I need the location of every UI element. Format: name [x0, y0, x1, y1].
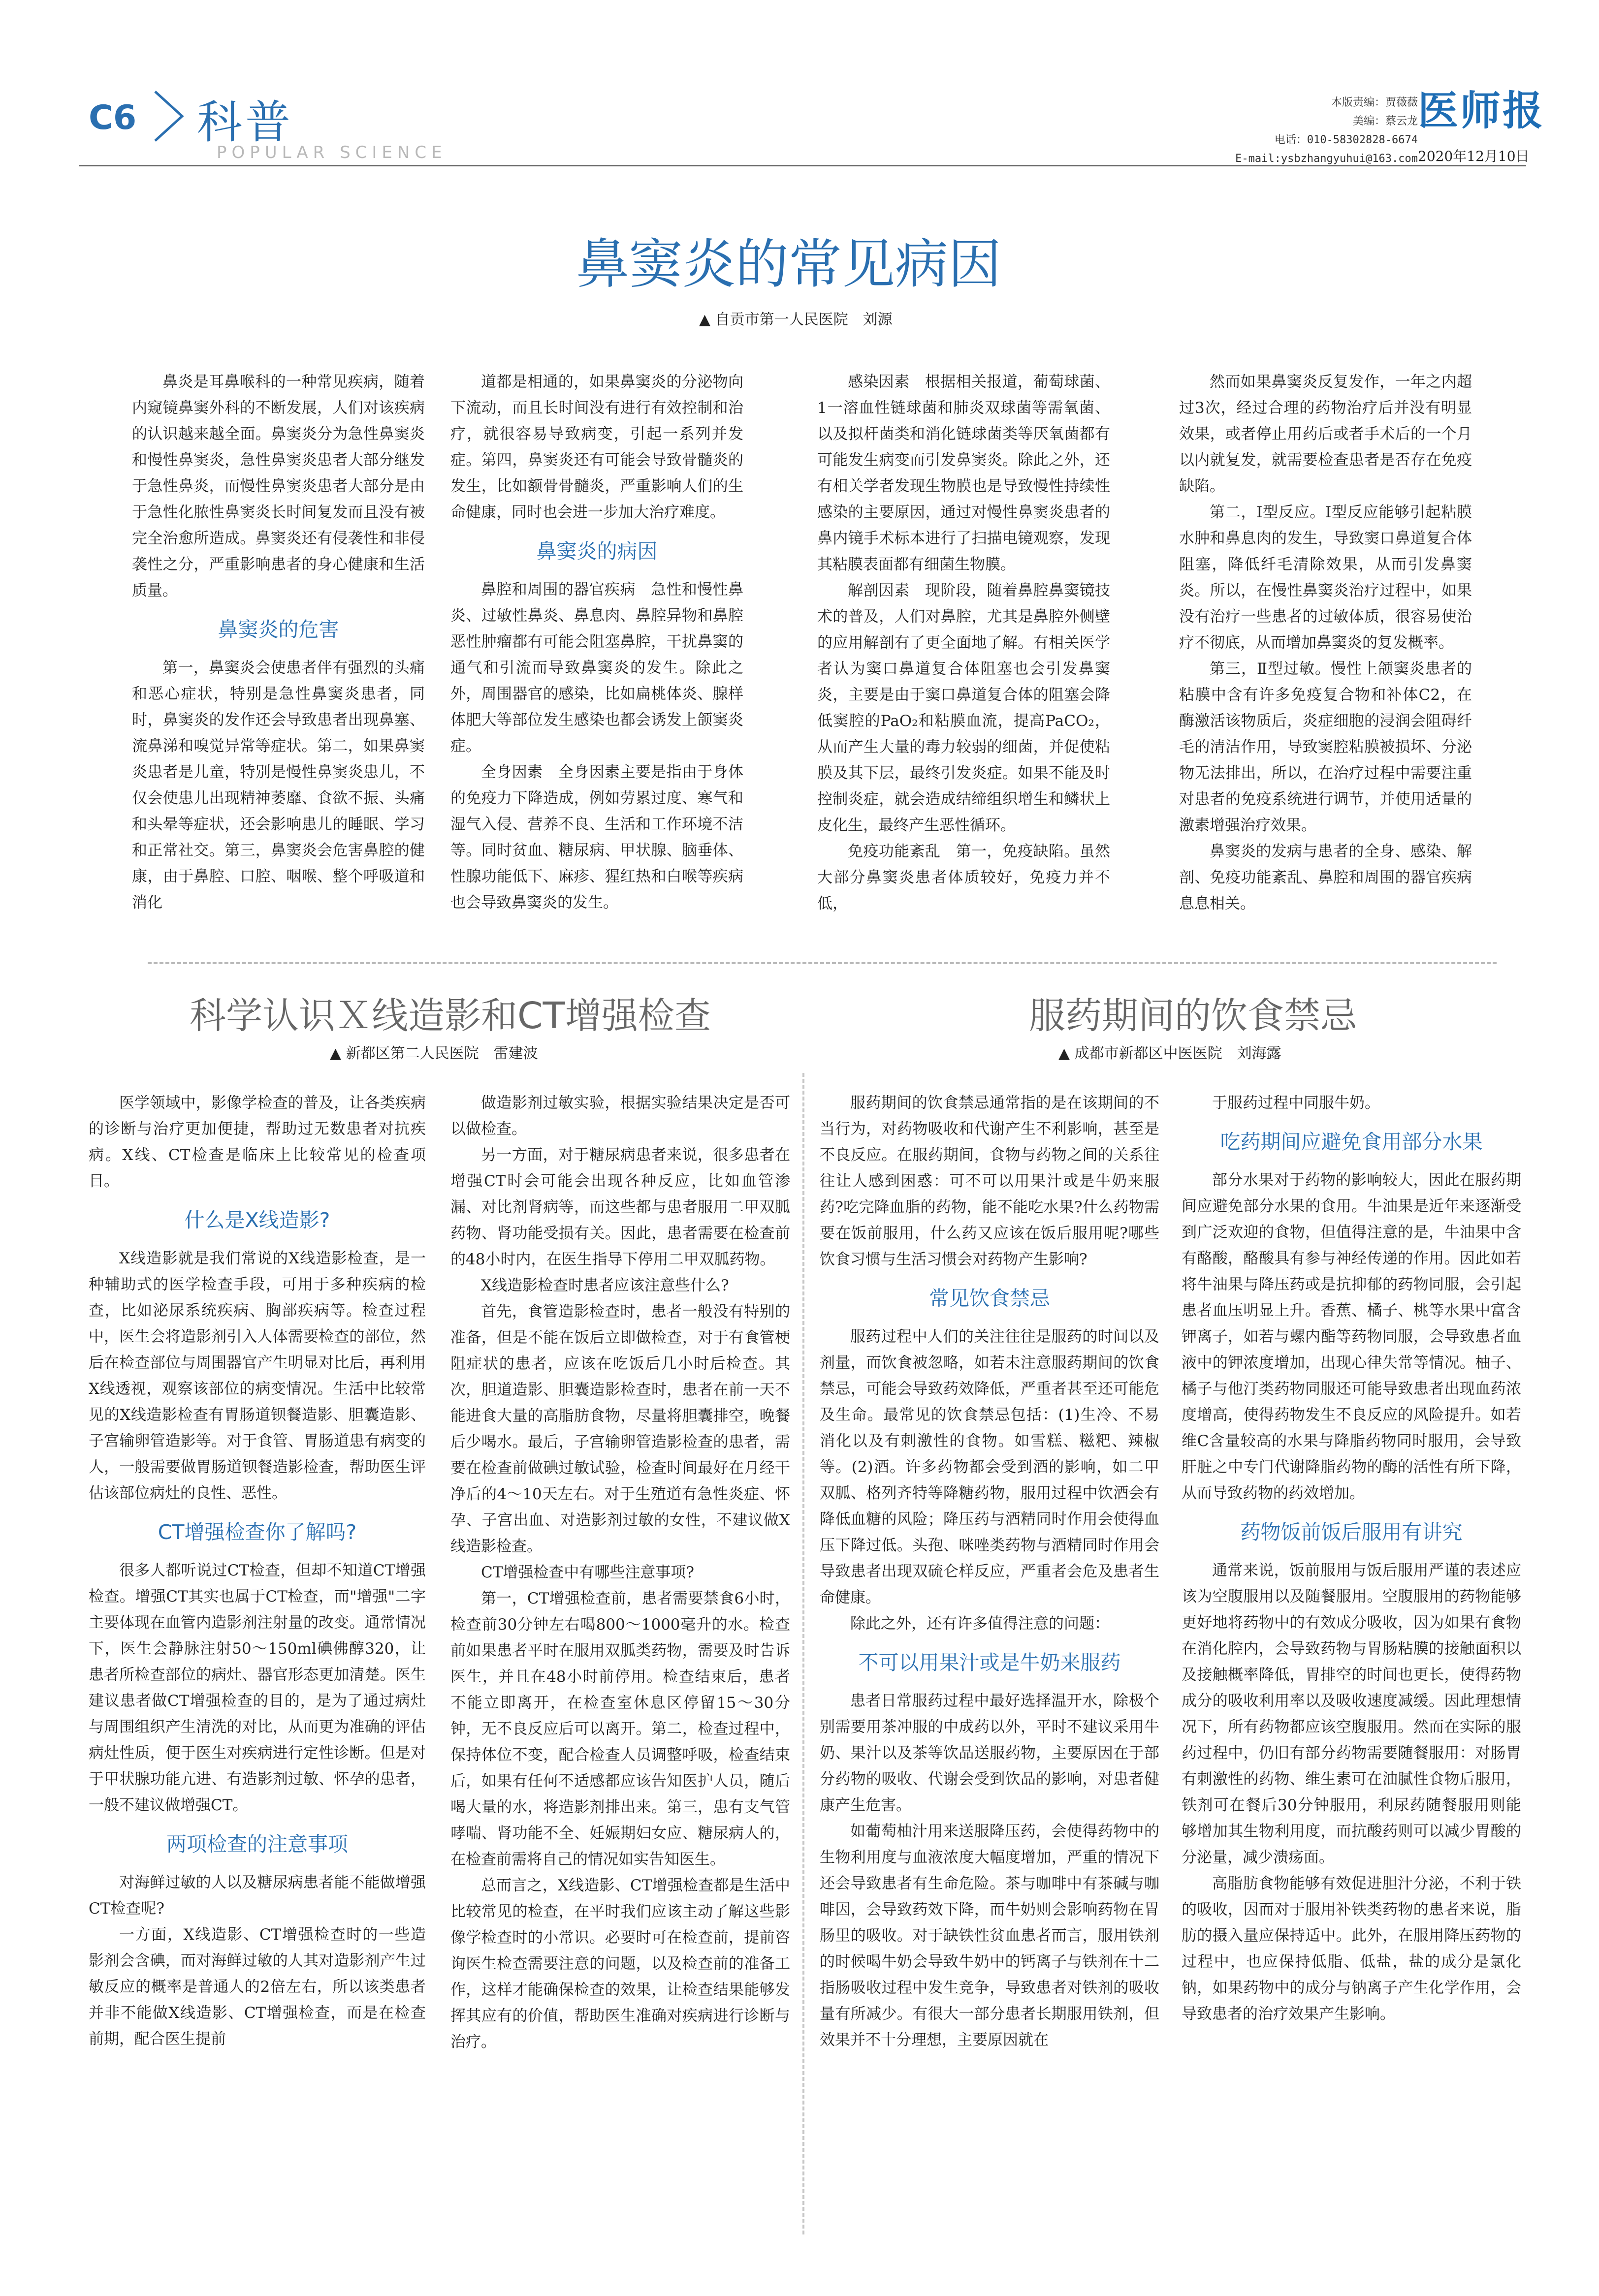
- newspaper-logo: 医师报: [1418, 88, 1545, 134]
- paragraph: 鼻窦炎的发病与患者的全身、感染、解剖、免疫功能紊乱、鼻腔和周围的器官疾病息息相关。: [1179, 843, 1472, 912]
- header-rule: [79, 165, 1526, 166]
- page-number: C6: [89, 98, 137, 137]
- paragraph: 另一方面，对于糖尿病患者来说，很多患者在增强CT时会可能会出现各种反应，比如血管渗漏、对比剂肾病等，而这些都与患者服用二甲双胍药物、肾功能受损有关。因此，患者需要在检查前的48小时内，在医生指导下停用二甲双胍药物。: [450, 1146, 790, 1268]
- paragraph: 做造影剂过敏实验，根据实验结果决定是否可以做检查。: [450, 1094, 790, 1138]
- paragraph: 部分水果对于药物的影响较大，因此在服药期间应避免部分水果的食用。牛油果是近年来逐渐受到广泛欢迎的食物，但值得注意的是，牛油果中含有酪酸，酪酸具有参与神经传递的作用。因此如若将牛油果与降压药或是抗抑郁的药物同服，会引起患者血压明显上升。香蕉、橘子、桃等水果中富含钾离子，如若与螺内酯等药物同服，会导致患者血液中的钾浓度增加，出现心律失常等情况。柚子、橘子与他汀类药物同服还可能导致患者出现血药浓度增高，使得药物发生不良反应的风险提升。如若维C含量较高的水果与降脂药物同时服用，会导致肝脏之中专门代谢降脂药物的酶的活性有所下降，从而导致药物的药效增加。: [1182, 1171, 1521, 1502]
- paragraph: 然而如果鼻窦炎反复发作，一年之内超过3次，经过合理的药物治疗后并没有明显效果，或者停止用药后或者手术后的一个月以内就复发，就需要检查患者是否存在免疫缺陷。: [1179, 373, 1472, 495]
- paragraph: 服药期间的饮食禁忌通常指的是在该期间的不当行为，对药物吸收和代谢产生不利影响，甚至是不良反应。在服药期间，食物与药物之间的关系往往让人感到困惑：可不可以用果汁或是牛奶来服药?吃完降血脂的药物，能不能吃水果?什么药物需要在饭前服用，什么药又应该在饭后服用呢?哪些饮食习惯与生活习惯会对药物产生影响?: [820, 1094, 1159, 1268]
- paragraph: 通常来说，饭前服用与饭后服用严谨的表述应该为空腹服用以及随餐服用。空腹服用的药物能够更好地将药物中的有效成分吸收，因为如果有食物在消化腔内，会导致药物与胃肠粘膜的接触面积以及接触概率降低，胃排空的时间也更长，使得药物成分的吸收利用率以及吸收速度减缓。因此理想情况下，所有药物都应该空腹服用。然而在实际的服药过程中，仍旧有部分药物需要随餐服用：对肠胃有刺激性的药物、维生素可在油腻性食物后服用，铁剂可在餐后30分钟服用，利尿药随餐服用则能够增加其生物利用度，而抗酸药则可以减少胃酸的分泌量，减少溃疡面。: [1182, 1562, 1521, 1866]
- section-heading: 什么是X线造影?: [184, 1208, 330, 1232]
- paragraph: 鼻炎是耳鼻喉科的一种常见疾病，随着内窥镜鼻窦外科的不断发展，人们对该疾病的认识越来越全面。鼻窦炎分为急性鼻窦炎和慢性鼻窦炎，急性鼻窦炎患者大部分继发于急性鼻炎，而慢性鼻窦炎患者大部分是由于急性化脓性鼻窦炎长时间复发而且没有被完全治愈所造成。鼻窦炎还有侵袭性和非侵袭性之分，严重影响患者的身心健康和生活质量。: [132, 373, 425, 599]
- section-heading: 常见饮食禁忌: [929, 1287, 1050, 1310]
- paragraph: 第三，Ⅱ型过敏。慢性上颌窦炎患者的粘膜中含有许多免疫复合物和补体C2，在酶激活该物质后，炎症细胞的浸润会阻碍纤毛的清洁作用，导致窦腔粘膜被损坏、分泌物无法排出，所以，在治疗过程中需要注重对患者的免疫系统进行调节，并使用适量的激素增强治疗效果。: [1179, 660, 1472, 834]
- section-divider: [148, 962, 1497, 964]
- paragraph: CT增强检查中有哪些注意事项?: [481, 1564, 695, 1581]
- article3-column-2: [1182, 1090, 1521, 2027]
- article1-column-2: [450, 369, 743, 916]
- paragraph: 道都是相通的，如果鼻窦炎的分泌物向下流动，而且长时间没有进行有效控制和治疗，就很容易导致病变，引起一系列并发症。第四，鼻窦炎还有可能会导致骨髓炎的发生，比如额骨骨髓炎，严重影响人们的生命健康，同时也会进一步加大治疗难度。: [450, 373, 743, 521]
- article1-column-4: [1179, 369, 1472, 917]
- article3-title: 服药期间的饮食禁忌: [1029, 995, 1357, 1037]
- paragraph: 对海鲜过敏的人以及糖尿病患者能不能做增强CT检查呢?: [89, 1874, 426, 1918]
- section-heading: 药物饭前饭后服用有讲究: [1240, 1520, 1463, 1544]
- section-subtitle: POPULAR SCIENCE: [217, 143, 447, 162]
- article1-title: 鼻窦炎的常见病因: [576, 234, 1002, 295]
- chevron-right-icon: [150, 87, 190, 146]
- credit-phone: 电话：010-58302828-6674: [1274, 134, 1418, 146]
- paragraph: 于服药过程中同服牛奶。: [1212, 1094, 1380, 1112]
- article3-byline: ▲ 成都市新都区中医医院 刘海露: [1058, 1045, 1281, 1062]
- section-heading: 吃药期间应避免食用部分水果: [1220, 1130, 1483, 1154]
- paragraph: 首先，食管造影检查时，患者一般没有特别的准备，但是不能在饭后立即做检查，对于有食管梗阻症状的患者，应该在吃饭后几小时后检查。其次，胆道造影、胆囊造影检查时，患者在前一天不能进食大量的高脂肪食物，尽量将胆囊排空，晚餐后少喝水。最后，子宫输卵管造影检查的患者，需要在检查前做碘过敏试验，检查时间最好在月经干净后的4～10天左右。对于生殖道有急性炎症、怀孕、子宫出血、对造影剂过敏的女性，不建议做X线造影检查。: [450, 1303, 790, 1555]
- issue-date: 2020年12月10日: [1418, 148, 1530, 164]
- section-title: 科普: [197, 96, 294, 149]
- article1-column-1: [132, 369, 425, 916]
- column-divider: [802, 1073, 804, 2234]
- section-heading: CT增强检查你了解吗?: [158, 1520, 357, 1544]
- editor-credits: [1191, 94, 1418, 168]
- paragraph: 总而言之，X线造影、CT增强检查都是生活中比较常见的检查，在平时我们应该主动了解这些影像学检查时的小常识。必要时可在检查前，提前咨询医生检查需要注意的问题，以及检查前的准备工作，这样才能确保检查的效果，让检查结果能够发挥其应有的价值，帮助医生准确对疾病进行诊断与治疗。: [450, 1877, 790, 2051]
- article2-title: 科学认识Ｘ线造影和CT增强检查: [190, 995, 711, 1037]
- paragraph: 第二，Ⅰ型反应。Ⅰ型反应能够引起粘膜水肿和鼻息肉的发生，导致窦口鼻道复合体阻塞，降低纤毛清除效果，从而引发鼻窦炎。所以，在慢性鼻窦炎治疗过程中，如果没有治疗一些患者的过敏体质，很容易使治疗不彻底，从而增加鼻窦炎的复发概率。: [1179, 503, 1472, 652]
- paragraph: 第一，鼻窦炎会使患者伴有强烈的头痛和恶心症状，特别是急性鼻窦炎患者，同时，鼻窦炎的发作还会导致患者出现鼻塞、流鼻涕和嗅觉异常等症状。第二，如果鼻窦炎患者是儿童，特别是慢性鼻窦炎患儿，不仅会使患儿出现精神萎靡、食欲不振、头痛和头晕等症状，还会影响患儿的睡眠、学习和正常社交。第三，鼻窦炎会危害鼻腔的健康，由于鼻腔、口腔、咽喉、整个呼吸道和消化: [132, 659, 425, 912]
- paragraph: 第一，CT增强检查前，患者需要禁食6小时，检查前30分钟左右喝800～1000毫升的水。检查前如果患者平时在服用双胍类药物，需要及时告诉医生，并且在48小时前停用。检查结束后，患者不能立即离开，在检查室休息区停留15～30分钟，无不良反应后可以离开。第二，检查过程中，保持体位不变，配合检查人员调整呼吸，检查结束后，如果有任何不适感都应该告知医护人员，随后喝大量的水，将造影剂排出来。第三，患有支气管哮喘、肾功能不全、妊娠期妇女应、糖尿病人的，在检查前需将自己的情况如实告知医生。: [450, 1590, 790, 1868]
- paragraph: 解剖因素 现阶段，随着鼻腔鼻窦镜技术的普及，人们对鼻腔，尤其是鼻腔外侧壁的应用解剖有了更全面地了解。有相关医学者认为窦口鼻道复合体阻塞也会引发鼻窦炎，主要是由于窦口鼻道复合体的阻塞会降低窦腔的PaO₂和粘膜血流，提高PaCO₂，从而产生大量的毒力较弱的细菌，并促使粘膜及其下层，最终引发炎症。如果不能及时控制炎症，就会造成结缔组织增生和鳞状上皮化生，最终产生恶性循环。: [817, 582, 1110, 834]
- article1-column-3: [817, 369, 1110, 917]
- credit-email: E-mail:ysbzhangyuhui@163.com: [1235, 153, 1418, 165]
- paragraph: 感染因素 根据相关报道，葡萄球菌、1一溶血性链球菌和肺炎双球菌等需氧菌、以及拟杆菌类和消化链球菌类等厌氧菌都有可能发生病变而引发鼻窦炎。除此之外，还有相关学者发现生物膜也是导致慢性持续性感染的主要原因，通过对慢性鼻窦炎患者的鼻内镜手术标本进行了扫描电镜观察，发现其粘膜表面都有细菌生物膜。: [817, 373, 1110, 573]
- paragraph: 患者日常服药过程中最好选择温开水，除极个别需要用茶冲服的中成药以外，平时不建议采用牛奶、果汁以及茶等饮品送服药物，主要原因在于部分药物的吸收、代谢会受到饮品的影响，对患者健康产生危害。: [820, 1692, 1159, 1814]
- credit-editor: 本版责编：贾薇薇: [1331, 96, 1418, 109]
- paragraph: 服药过程中人们的关注往往是服药的时间以及剂量，而饮食被忽略，如若未注意服药期间的饮食禁忌，可能会导致药效降低，严重者甚至还可能危及生命。最常见的饮食禁忌包括：(1)生冷、不易消化以及有刺激性的食物。如雪糕、糍粑、辣椒等。(2)酒。许多药物都会受到酒的影响，如二甲双胍、格列齐特等降糖药物，服用过程中饮酒会有降低血糖的风险；降压药与酒精同时作用会使得血压下降过低。头孢、咪唑类药物与酒精同时作用会导致患者出现双硫仑样反应，严重者会危及患者生命健康。: [820, 1328, 1159, 1606]
- section-heading: 不可以用果汁或是牛奶来服药: [858, 1651, 1121, 1674]
- paragraph: 如葡萄柚汁用来送服降压药，会使得药物中的生物利用度与血液浓度大幅度增加，严重的情况下还会导致患者有生命危险。茶与咖啡中有茶碱与咖啡因，会导致药效下降，而牛奶则会影响药物在胃肠里的吸收。对于缺铁性贫血患者而言，服用铁剂的时候喝牛奶会导致牛奶中的钙离子与铁剂在十二指肠吸收过程中发生竞争，导致患者对铁剂的吸收量有所减少。有很大一部分患者长期服用铁剂，但效果并不十分理想，主要原因就在: [820, 1823, 1159, 2049]
- paragraph: 免疫功能紊乱 第一，免疫缺陷。虽然大部分鼻窦炎患者体质较好，免疫力并不低，: [817, 843, 1110, 912]
- section-heading: 鼻窦炎的病因: [536, 539, 658, 563]
- article1-byline: ▲ 自贡市第一人民医院 刘源: [699, 311, 893, 328]
- section-heading: 两项检查的注意事项: [166, 1832, 348, 1856]
- article2-column-1: [89, 1090, 426, 2052]
- paragraph: X线造影检查时患者应该注意些什么?: [481, 1277, 729, 1294]
- paragraph: 一方面，X线造影、CT增强检查时的一些造影剂会含碘，而对海鲜过敏的人其对造影剂产生过敏反应的概率是普通人的2倍左右，所以该类患者并非不能做X线造影、CT增强检查，而是在检查前期，配合医生提前: [89, 1926, 426, 2048]
- article3-column-1: [820, 1090, 1159, 2053]
- paragraph: 鼻腔和周围的器官疾病 急性和慢性鼻炎、过敏性鼻炎、鼻息肉、鼻腔异物和鼻腔恶性肿瘤都有可能会阻塞鼻腔，干扰鼻窦的通气和引流而导致鼻窦炎的发生。除此之外，周围器官的感染，比如扁桃体炎、腺样体肥大等部位发生感染也都会诱发上颌窦炎症。: [450, 581, 743, 755]
- article2-column-2: [450, 1090, 790, 2055]
- credit-designer: 美编：蔡云龙: [1352, 115, 1418, 127]
- article2-byline: ▲ 新都区第二人民医院 雷建波: [330, 1045, 538, 1062]
- paragraph: 全身因素 全身因素主要是指由于身体的免疫力下降造成，例如劳累过度、寒气和湿气入侵、营养不良、生活和工作环境不洁等。同时贫血、糖尿病、甲状腺、脑垂体、性腺功能低下、麻疹、猩红热和白喉等疾病也会导致鼻窦炎的发生。: [450, 763, 743, 912]
- section-heading: 鼻窦炎的危害: [218, 618, 339, 641]
- paragraph: X线造影就是我们常说的X线造影检查，是一种辅助式的医学检查手段，可用于多种疾病的检查，比如泌尿系统疾病、胸部疾病等。检查过程中，医生会将造影剂引入人体需要检查的部位，然后在检查部位与周围器官产生明显对比后，再利用X线透视，观察该部位的病变情况。生活中比较常见的X线造影检查有胃肠道钡餐造影、胆囊造影、子宫输卵管造影等。对于食管、胃肠道患有病变的人，一般需要做胃肠道钡餐造影检查，帮助医生评估该部位病灶的良性、恶性。: [89, 1250, 426, 1502]
- paragraph: 医学领域中，影像学检查的普及，让各类疾病的诊断与治疗更加便捷，帮助过无数患者对抗疾病。X线、CT检查是临床上比较常见的检查项目。: [89, 1094, 426, 1190]
- paragraph: 除此之外，还有许多值得注意的问题：: [850, 1615, 1110, 1633]
- paragraph: 很多人都听说过CT检查，但却不知道CT增强检查。增强CT其实也属于CT检查，而"增强"二字主要体现在血管内造影剂注射量的改变。通常情况下，医生会静脉注射50～150ml碘佛醇320，让患者所检查部位的病灶、器官形态更加清楚。医生建议患者做CT增强检查的目的，是为了通过病灶与周围组织产生清洗的对比，从而更为准确的评估病灶性质，便于医生对疾病进行定性诊断。但是对于甲状腺功能亢进、有造影剂过敏、怀孕的患者，一般不建议做增强CT。: [89, 1562, 426, 1814]
- paragraph: 高脂肪食物能够有效促进胆汁分泌，不利于铁的吸收，因而对于服用补铁类药物的患者来说，脂肪的摄入量应保持适中。此外，在服用降压药物的过程中，也应保持低脂、低盐，盐的成分是氯化钠，如果药物中的成分与钠离子产生化学作用，会导致患者的治疗效果产生影响。: [1182, 1875, 1521, 2023]
